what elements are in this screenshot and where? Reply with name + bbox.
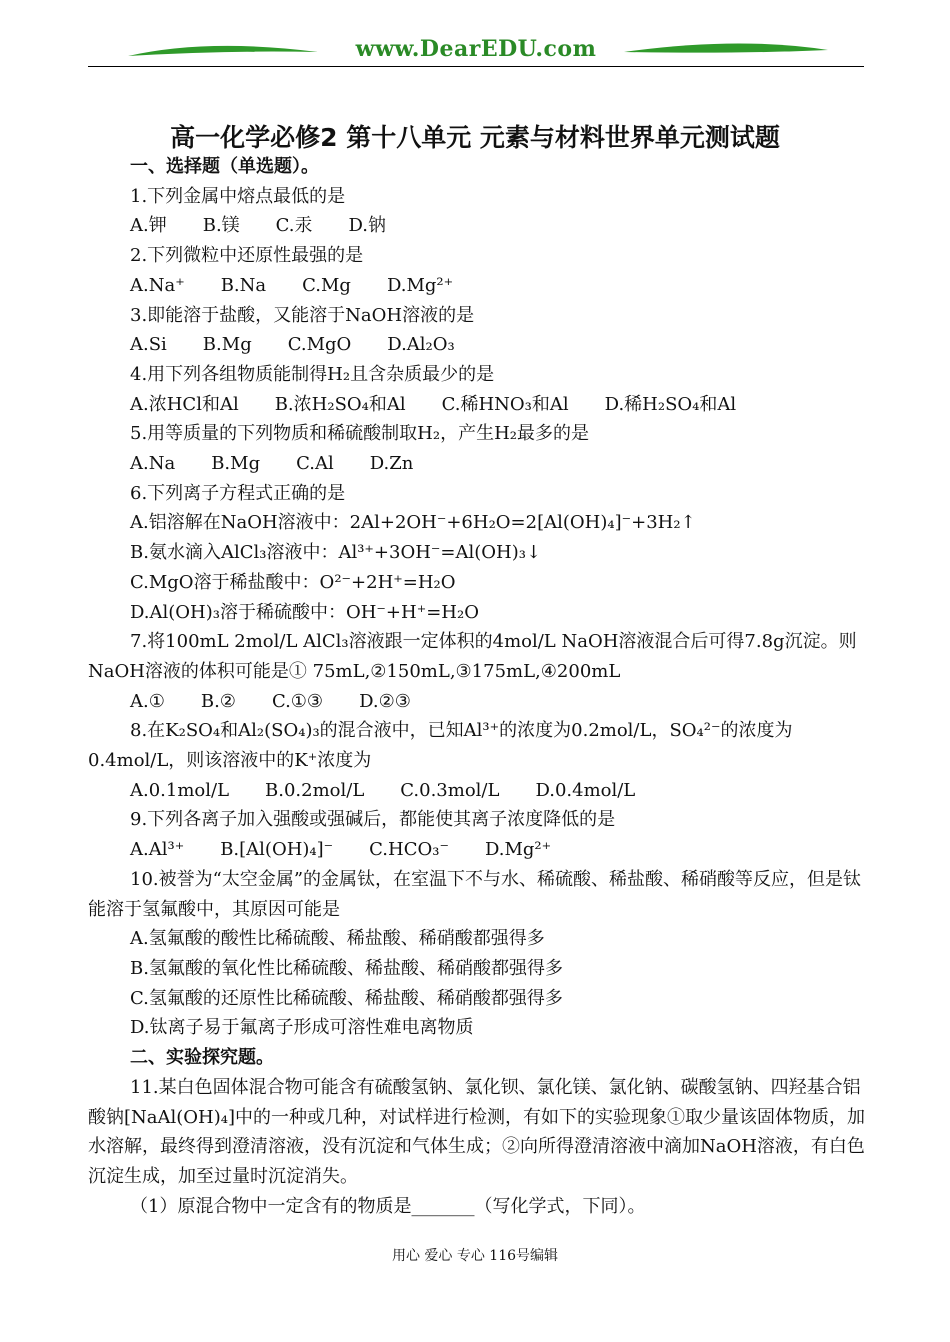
text-line: A.Na⁺ B.Na C.Mg D.Mg²⁺ xyxy=(130,274,454,296)
text-line: A.钾 B.镁 C.汞 D.钠 xyxy=(130,215,387,237)
text-line: 9.下列各离子加入强酸或强碱后，都能使其离子浓度降低的是 xyxy=(130,809,616,831)
text-line: B.氨水滴入AlCl₃溶液中：Al³⁺+3OH⁻=Al(OH)₃↓ xyxy=(130,542,542,564)
page-footer: 用心 爱心 专心 116号编辑 xyxy=(391,1248,559,1264)
text-line: （1）原混合物中一定含有的物质是_______（写化学式，下同）。 xyxy=(130,1195,646,1217)
text-line: 7.将100mL 2mol/L AlCl₃溶液跟一定体积的4mol/L NaOH溶液混合后可得7.8g沉淀。则NaOH溶液的体积可能是① 75mL,②150mL,③175mL,④200mL xyxy=(88,631,857,682)
text-line: 1.下列金属中熔点最低的是 xyxy=(130,185,346,207)
text-line: A.浓HCl和Al B.浓H₂SO₄和Al C.稀HNO₃和Al D.稀H₂SO₄和Al xyxy=(130,393,737,415)
text-line: D.钛离子易于氟离子形成可溶性难电离物质 xyxy=(130,1017,474,1039)
text-line: A.氢氟酸的酸性比稀硫酸、稀盐酸、稀硝酸都强得多 xyxy=(130,928,545,950)
text-line: A.铝溶解在NaOH溶液中：2Al+2OH⁻+6H₂O=2[Al(OH)₄]⁻+3H₂↑ xyxy=(130,512,696,534)
text-line: A.0.1mol/L B.0.2mol/L C.0.3mol/L D.0.4mol/L xyxy=(130,779,636,801)
text-line: C.MgO溶于稀盐酸中：O²⁻+2H⁺=H₂O xyxy=(130,571,456,593)
text-line: 6.下列离子方程式正确的是 xyxy=(130,482,346,504)
text-line: D.Al(OH)₃溶于稀硫酸中：OH⁻+H⁺=H₂O xyxy=(130,601,479,623)
text-line: 8.在K₂SO₄和Al₂(SO₄)₃的混合液中，已知Al³⁺的浓度为0.2mol/L，SO₄²⁻的浓度为0.4mol/L，则该溶液中的K⁺浓度为 xyxy=(88,720,793,772)
text-line: A.Si B.Mg C.MgO D.Al₂O₃ xyxy=(130,334,455,356)
text-line: B.氢氟酸的氧化性比稀硫酸、稀盐酸、稀硝酸都强得多 xyxy=(130,957,563,979)
document-body xyxy=(88,152,866,1221)
section-heading: 一、选择题（单选题）。 xyxy=(130,156,319,177)
text-line: A.① B.② C.①③ D.②③ xyxy=(130,690,411,712)
site-logo[interactable]: www.DearEDU.com xyxy=(355,36,597,62)
text-line: 10.被誉为“太空金属”的金属钛，在室温下不与水、稀硫酸、稀盐酸、稀硝酸等反应，但是钛能溶于氢氟酸中，其原因可能是 xyxy=(88,868,862,920)
text-line: 3.即能溶于盐酸，又能溶于NaOH溶液的是 xyxy=(130,304,475,326)
page-header xyxy=(88,30,864,70)
text-line: 2.下列微粒中还原性最强的是 xyxy=(130,245,364,267)
section-heading: 二、实验探究题。 xyxy=(130,1047,274,1069)
text-line: 4.用下列各组物质能制得H₂且含杂质最少的是 xyxy=(130,363,495,385)
text-line: A.Al³⁺ B.[Al(OH)₄]⁻ C.HCO₃⁻ D.Mg²⁺ xyxy=(130,839,552,861)
text-line: 11.某白色固体混合物可能含有硫酸氢钠、氯化钡、氯化镁、氯化钠、碳酸氢钠、四羟基合铝酸钠[NaAl(OH)₄]中的一种或几种，对试样进行检测，有如下的实验现象①取少量该固体物质，加水溶解，最终得到澄清溶液，没有沉淀和气体生成；②向所得澄清溶液中滴加NaOH溶液，有白色沉淀生成，加至过量时沉淀消失。 xyxy=(88,1076,865,1187)
text-line: A.Na B.Mg C.Al D.Zn xyxy=(130,453,414,475)
text-line: 5.用等质量的下列物质和稀硫酸制取H₂，产生H₂最多的是 xyxy=(130,423,589,445)
page-title: 高一化学必修2 第十八单元 元素与材料世界单元测试题 xyxy=(170,123,780,152)
header-rule xyxy=(88,66,864,67)
text-line: C.氢氟酸的还原性比稀硫酸、稀盐酸、稀硝酸都强得多 xyxy=(130,987,563,1009)
